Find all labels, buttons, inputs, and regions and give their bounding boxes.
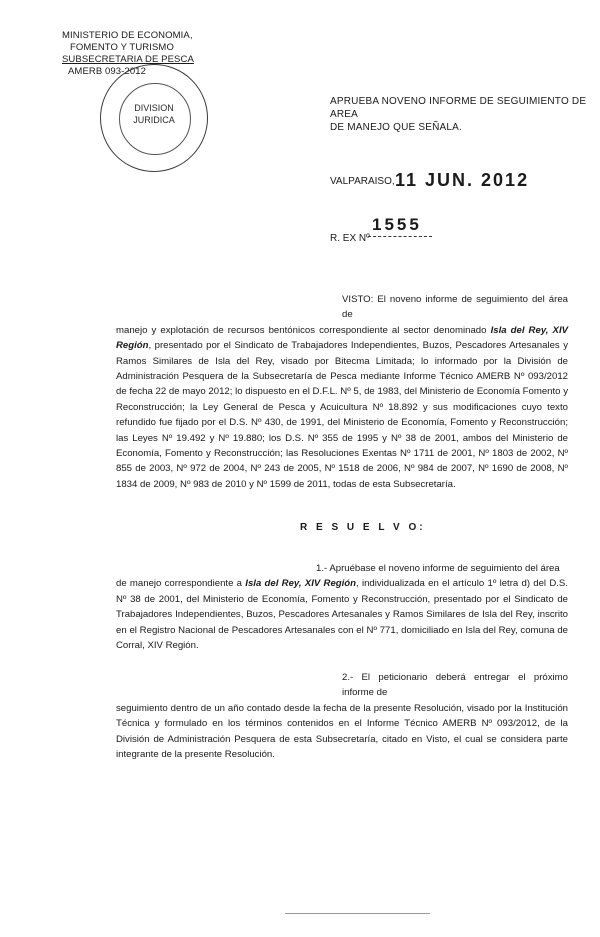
header-line-1: MINISTERIO DE ECONOMIA, <box>62 30 193 41</box>
resolution-number: 1555 <box>372 215 422 234</box>
item-2-lead: 2.- El peticionario deberá entregar el próximo informe de <box>342 672 568 699</box>
title-line-2: DE MANEJO QUE SEÑALA. <box>330 122 463 133</box>
item-1-location: Isla del Rey, XIV Región <box>245 578 357 590</box>
date-stamp: 11 JUN. 2012 <box>395 170 530 190</box>
visto-text-b: , presentado por el Sindicato de Trabajadores Independientes, Buzos, Pescadores Artesanales y Ramos Similares de Isla del Rey, visado por Bitecma Limitada; lo informado por la División de Administración Pesquera de la Subsecretaría de Pesca mediante Informe Técnico AMERB Nº 093/2012 de fecha 22 de mayo 2012; lo dispuesto en el D.F.L. Nº 5, de 1983, del Ministerio de Economía Fomento y Reconstrucción; la Ley General de Pesca y Acuicultura Nº 18.892 y sus modificaciones cuyo texto refundido fue fijado por el D.S. Nº 430, de 1991, del Ministerio de Economía, Fomento y Reconstrucción; las Leyes Nº 19.492 y Nº 19.880; los D.S. Nº 355 de 1995 y Nº 38 de 2001, ambos del Ministerio de Economía, Fomento y Reconstrucción; las Resoluciones Exentas Nº 1711 de 2001, Nº 1803 de 2002, Nº 855 de 2003, Nº 972 de 2004, Nº 243 de 2005, Nº 1518 de 2006, Nº 984 de 2007, Nº 1690 de 2008, Nº 1834 de 2009, Nº 983 de 2010 y Nº 1599 de 2011, todas de esta Subsecretaría. <box>116 340 568 490</box>
item-2-paragraph <box>116 670 568 762</box>
header-line-3: SUBSECRETARIA DE PESCA <box>62 54 194 65</box>
item-1-lead: 1.- Apruébase el noveno informe de seguimiento del área <box>316 563 560 574</box>
visto-paragraph <box>116 292 568 492</box>
title-line-1: APRUEBA NOVENO INFORME DE SEGUIMIENTO DE AREA <box>330 96 587 120</box>
footer-line <box>285 913 430 914</box>
item-1-paragraph <box>116 561 568 653</box>
visto-location: Isla del Rey, XIV Región <box>116 324 569 352</box>
header-line-4: AMERB 093-2012 <box>68 66 146 77</box>
seal-center-line-1: DIVISION <box>134 103 174 113</box>
item-2-text: seguimiento dentro de un año contado desde la fecha de la presente Resolución, visado por la Institución Técnica y formulado en los términos contenidos en el Informe Técnico AMERB Nº 093/2012, de la División de Administración Pesquera de esta Subsecretaría, citado en Visto, el cual se considera parte integrante de la presente Resolución. <box>116 702 568 761</box>
item-1-text-a: de manejo correspondiente a <box>116 578 243 590</box>
resolution-underline <box>368 236 432 237</box>
seal-center-line-2: JURIDICA <box>133 115 175 125</box>
visto-text-a: manejo y explotación de recursos bentónicos correspondiente al sector denominado <box>116 324 487 336</box>
date-label: VALPARAISO, <box>330 176 395 187</box>
document-title <box>330 95 600 134</box>
header-line-2: FOMENTO Y TURISMO <box>70 42 174 53</box>
resolution-label: R. EX Nº <box>330 233 370 244</box>
item-1-text-b: , individualizada en el artículo 1º letra d) del D.S. Nº 38 de 2001, del Ministerio de Economía, Fomento y Reconstrucción, presentado por el Sindicato de Trabajadores Independientes, Buzos, Pescadores Artesanales y Ramos Similares de Isla del Rey, inscrito en el Registro Nacional de Pescadores Artesanales con el Nº 771, domiciliado en Isla del Rey, comuna de Corral, XIV Región. <box>116 578 568 652</box>
stamp-seal <box>100 64 208 172</box>
visto-lead: VISTO: El noveno informe de seguimiento del área de <box>342 294 568 321</box>
resuelvo-heading: R E S U E L V O: <box>300 522 426 533</box>
